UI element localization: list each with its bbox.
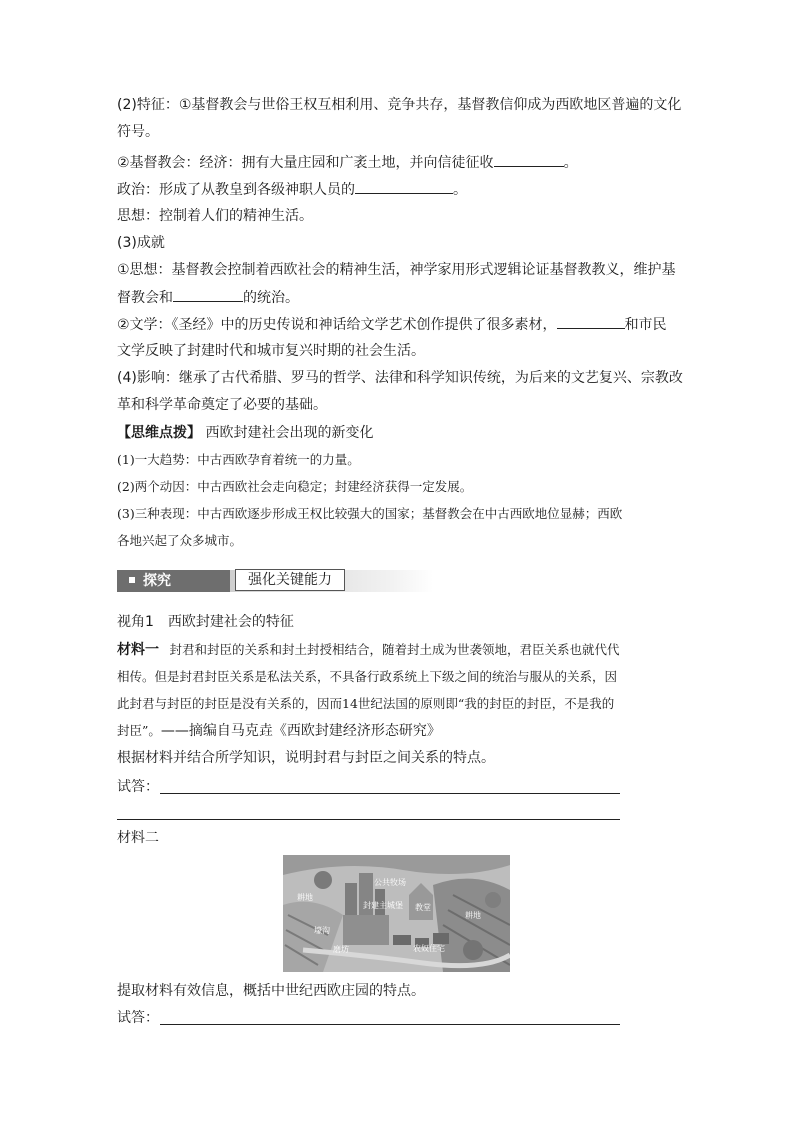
text: ②文学：《圣经》中的历史传说和神话给文学艺术创作提供了很多素材， — [117, 317, 557, 333]
section-banner — [117, 566, 433, 596]
material1-text: 封君和封臣的关系和封土封授相结合，随着封土成为世袭领地，君臣关系也就代代 — [169, 642, 620, 657]
answer-label-1: 试答： — [117, 779, 159, 795]
fill-blank[interactable] — [173, 287, 243, 302]
tips-item-3-line-1: (3)三种表现：中古西欧逐步形成王权比较强大的国家；基督教会在中古西欧地位显赫；西欧 — [117, 506, 623, 521]
tips-title: 西欧封建社会出现的新变化 — [205, 425, 374, 441]
answer-line[interactable] — [117, 819, 620, 820]
material1-label: 材料一 — [117, 642, 159, 658]
material1-line-4 — [117, 721, 441, 741]
achievement-literature-line-2: 文学反映了封建时代和城市复兴时期的社会生活。 — [117, 343, 425, 359]
text: 督教会和 — [117, 290, 173, 306]
feature-line-2: 符号。 — [117, 124, 159, 140]
church-thought-line: 思想：控制着人们的精神生活。 — [117, 208, 313, 224]
label-farmland-right: 耕地 — [465, 911, 481, 920]
church-politics-line — [117, 179, 467, 200]
text: 和市民 — [624, 317, 667, 333]
church-economy-line — [117, 152, 578, 173]
fill-blank[interactable] — [557, 314, 625, 329]
tips-heading — [117, 423, 373, 443]
punctuation: 。 — [563, 155, 578, 171]
question-1: 根据材料并结合所学知识，说明封君与封臣之间关系的特点。 — [117, 750, 495, 766]
answer-line[interactable] — [160, 793, 620, 794]
material1-line-3: 此封君与封臣的封臣是没有关系的，因而14世纪法国的原则即“我的封臣的封臣，不是我的 — [117, 696, 615, 711]
material2-label: 材料二 — [117, 830, 159, 846]
church-economy-text: ②基督教会：经济：拥有大量庄园和广袤土地，并向信徒征收 — [117, 155, 494, 171]
influence-line-1: (4)影响：继承了古代希腊、罗马的哲学、法律和科学知识传统，为后来的文艺复兴、宗教改 — [117, 370, 683, 386]
answer-label-2: 试答： — [117, 1010, 159, 1026]
square-bullet-icon — [129, 577, 135, 583]
banner-tag — [117, 570, 230, 592]
label-farmland-left: 耕地 — [297, 893, 313, 902]
tips-item-3-line-2: 各地兴起了众多城市。 — [117, 533, 243, 548]
label-pasture: 公共牧场 — [374, 878, 406, 887]
achievement-thought-line-1: ①思想：基督教会控制着西欧社会的精神生活，神学家用形式逻辑论证基督教教义，维护基 — [117, 262, 676, 278]
material1-source: ——摘编自马克垚《西欧封建经济形态研究》 — [160, 723, 441, 739]
material1-line-2: 相传。但是封君封臣关系是私法关系，不具备行政系统上下级之间的统治与服从的关系，因 — [117, 669, 618, 684]
manor-illustration — [283, 855, 510, 972]
achievement-literature-line-1 — [117, 314, 667, 335]
fill-blank[interactable] — [494, 152, 564, 167]
achievement-heading: (3)成就 — [117, 235, 165, 251]
label-church: 教堂 — [415, 903, 431, 912]
influence-line-2: 革和科学革命奠定了必要的基础。 — [117, 397, 327, 413]
label-moat: 壕沟 — [314, 926, 330, 935]
label-mill: 磨坊 — [333, 945, 349, 954]
label-serf-housing: 农奴住宅 — [413, 944, 445, 953]
text: 的统治。 — [243, 290, 299, 306]
banner-tag-text: 探究 — [143, 573, 171, 589]
answer-line[interactable] — [160, 1024, 620, 1025]
material1-quote-end: 封臣”。 — [117, 723, 161, 738]
material1-line-1 — [117, 640, 619, 660]
tips-label: 【思维点拨】 — [117, 425, 201, 441]
label-castle: 封建主城堡 — [363, 901, 403, 910]
punctuation: 。 — [453, 182, 467, 198]
perspective-title: 视角1 西欧封建社会的特征 — [117, 614, 294, 630]
banner-subtitle: 强化关键能力 — [235, 569, 345, 591]
tips-item-1: (1)一大趋势：中古西欧孕育着统一的力量。 — [117, 452, 360, 467]
feature-line-1: (2)特征：①基督教会与世俗王权互相利用、竞争共存，基督教信仰成为西欧地区普遍的文化 — [117, 97, 682, 113]
fill-blank[interactable] — [355, 179, 453, 194]
question-2: 提取材料有效信息，概括中世纪西欧庄园的特点。 — [117, 983, 425, 999]
achievement-thought-line-2 — [117, 287, 299, 308]
tips-item-2: (2)两个动因：中古西欧社会走向稳定；封建经济获得一定发展。 — [117, 479, 473, 494]
church-politics-text: 政治：形成了从教皇到各级神职人员的 — [117, 182, 355, 198]
